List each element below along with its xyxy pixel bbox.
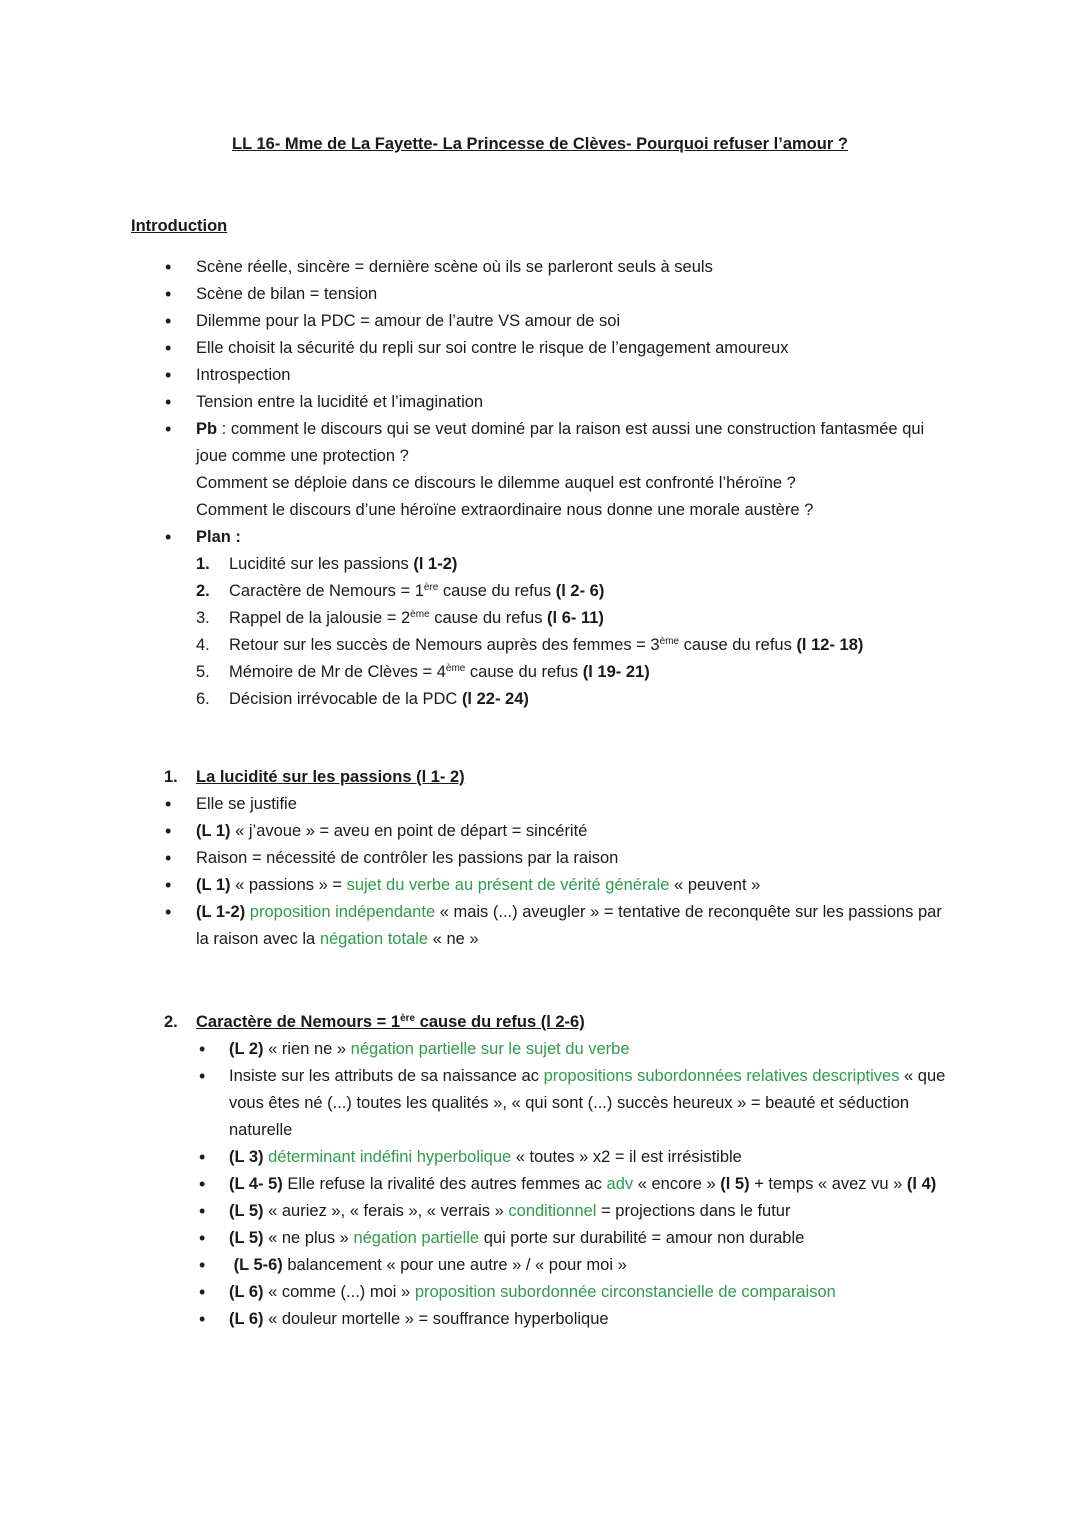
pb-question-2: Comment se déploie dans ce discours le dilemme auquel est confronté l’héroïne ? <box>196 474 796 492</box>
plan-text: Lucidité sur les passions <box>229 555 414 573</box>
plan-number: 6. <box>196 690 210 708</box>
plan-sup: ème <box>445 663 466 674</box>
plan-text: Mémoire de Mr de Clèves = 4 <box>229 663 446 681</box>
section-2-bullet-list <box>229 1036 959 1333</box>
line-ref: (l 5) <box>720 1175 750 1193</box>
list-item <box>196 899 956 953</box>
pb-question-3: Comment le discours d’une héroïne extraordinaire nous donne une morale austère ? <box>196 501 814 519</box>
plan-text: Rappel de la jalousie = 2 <box>229 609 411 627</box>
plan-number: 3. <box>196 609 210 627</box>
item-text: « rien ne » <box>263 1040 351 1058</box>
plan-text: Décision irrévocable de la PDC <box>229 690 462 708</box>
item-text: Insiste sur les attributs de sa naissance ac <box>229 1067 544 1085</box>
list-item: • Dilemme pour la PDC = amour de l’autre VS amour de soi <box>196 308 956 335</box>
plan-sup: ème <box>659 636 680 647</box>
item-text: « j’avoue » = aveu en point de départ = sincérité <box>230 822 588 840</box>
plan-entry-6 <box>196 686 956 713</box>
item-text: = projections dans le futur <box>596 1202 791 1220</box>
plan-entry-2 <box>196 578 956 605</box>
plan-entry-5 <box>196 659 956 686</box>
section-title-sup: ère <box>400 1013 416 1024</box>
plan-entry-3 <box>196 605 956 632</box>
line-ref: (L 1) <box>196 876 231 894</box>
plan-ref: (l 6- 11) <box>547 609 604 627</box>
grammar-term: proposition indépendante <box>249 903 436 921</box>
section-title: La lucidité sur les passions (l 1- 2) <box>196 768 465 786</box>
list-item <box>196 818 956 845</box>
plan-ref: (l 12- 18) <box>796 636 864 654</box>
line-ref: (L 2) <box>229 1040 264 1058</box>
line-ref: (L 1-2) <box>196 903 246 921</box>
list-item <box>229 1036 959 1063</box>
list-item: • Elle choisit la sécurité du repli sur soi contre le risque de l’engagement amoureux <box>196 335 956 362</box>
plan-sup: ème <box>410 609 430 620</box>
line-ref: (L 6) <box>229 1283 264 1301</box>
item-text: « mais (...) aveugler » = tentative de reconquête sur les passions par la raison avec la <box>196 903 942 948</box>
list-item <box>229 1252 959 1279</box>
section-title-part: cause du refus (l 2-6) <box>415 1013 585 1031</box>
line-ref: (L 5) <box>229 1229 264 1247</box>
section-2-heading <box>164 1009 585 1036</box>
plan-list <box>196 551 956 713</box>
document-title: LL 16- Mme de La Fayette- La Princesse de Clèves- Pourquoi refuser l’amour ? <box>232 135 848 153</box>
grammar-term: conditionnel <box>508 1202 597 1220</box>
list-item: • Raison = nécessité de contrôler les passions par la raison <box>196 845 956 872</box>
section-title <box>196 1013 585 1031</box>
grammar-term: adv <box>606 1175 634 1193</box>
section-1-bullet-list <box>196 791 956 953</box>
item-text: « ne » <box>428 930 479 948</box>
line-ref: (L 3) <box>229 1148 264 1166</box>
grammar-term: déterminant indéfini hyperbolique <box>268 1148 512 1166</box>
section-number: 2. <box>164 1013 178 1031</box>
plan-ref: (l 2- 6) <box>555 582 605 600</box>
plan-number: 5. <box>196 663 210 681</box>
plan-item <box>196 524 956 713</box>
problematic-item <box>196 416 956 524</box>
list-item <box>196 872 956 899</box>
item-text: « douleur mortelle » = souffrance hyperbolique <box>263 1310 609 1328</box>
plan-number: 2. <box>196 582 210 600</box>
section-title-part: Caractère de Nemours = 1 <box>196 1013 401 1031</box>
list-item <box>229 1171 959 1198</box>
item-text: Elle refuse la rivalité des autres femmes ac <box>282 1175 607 1193</box>
grammar-term: sujet du verbe au présent de vérité générale <box>346 876 670 894</box>
item-text: « ne plus » <box>263 1229 354 1247</box>
list-item: • Introspection <box>196 362 956 389</box>
plan-text: cause du refus <box>438 582 556 600</box>
plan-ref: (l 22- 24) <box>461 690 529 708</box>
plan-text: Caractère de Nemours = 1 <box>229 582 424 600</box>
introduction-heading: Introduction <box>131 217 228 235</box>
line-ref: (L 4- 5) <box>229 1175 283 1193</box>
pb-text: : comment le discours qui se veut dominé par la raison est aussi une construction fantasmée qui joue comme une protection ? <box>196 420 925 465</box>
plan-sup: ère <box>423 582 439 593</box>
plan-text: cause du refus <box>429 609 548 627</box>
list-item <box>229 1279 959 1306</box>
plan-text: cause du refus <box>465 663 583 681</box>
plan-text: Retour sur les succès de Nemours auprès des femmes = 3 <box>229 636 660 654</box>
line-ref: (L 6) <box>229 1310 264 1328</box>
plan-entry-4 <box>196 632 956 659</box>
line-ref: (l 4) <box>906 1175 937 1193</box>
item-text: qui porte sur durabilité = amour non durable <box>479 1229 805 1247</box>
plan-entry-1 <box>196 551 956 578</box>
line-ref: (L 5-6) <box>233 1256 283 1274</box>
section-number: 1. <box>164 768 178 786</box>
plan-number: 4. <box>196 636 210 654</box>
introduction-bullet-list <box>196 254 956 713</box>
grammar-term: proposition subordonnée circonstancielle de comparaison <box>414 1283 836 1301</box>
grammar-term: négation totale <box>319 930 429 948</box>
line-ref: (L 5) <box>229 1202 264 1220</box>
list-item: • Scène de bilan = tension <box>196 281 956 308</box>
section-1-heading <box>164 764 465 791</box>
grammar-term: négation partielle sur le sujet du verbe <box>350 1040 630 1058</box>
list-item: • Tension entre la lucidité et l’imagination <box>196 389 956 416</box>
pb-label: Pb <box>196 420 218 438</box>
plan-number: 1. <box>196 555 210 573</box>
line-ref: (L 1) <box>196 822 231 840</box>
item-text: « auriez », « ferais », « verrais » <box>263 1202 509 1220</box>
plan-label: Plan : <box>196 528 241 546</box>
item-text: « que vous êtes né (...) toutes les qualités », « qui sont (...) succès heureux » = beauté et séduction naturelle <box>229 1067 946 1139</box>
list-item <box>229 1306 959 1333</box>
plan-ref: (l 19- 21) <box>582 663 650 681</box>
list-item: • Elle se justifie <box>196 791 956 818</box>
plan-text: cause du refus <box>679 636 797 654</box>
item-text: « comme (...) moi » <box>263 1283 415 1301</box>
item-text: « passions » = <box>230 876 347 894</box>
plan-ref: (l 1-2) <box>413 555 458 573</box>
item-text: « toutes » x2 = il est irrésistible <box>511 1148 742 1166</box>
item-text: « peuvent » <box>669 876 761 894</box>
grammar-term: propositions subordonnées relatives descriptives <box>543 1067 900 1085</box>
list-item: • Scène réelle, sincère = dernière scène où ils se parleront seuls à seuls <box>196 254 956 281</box>
item-text: + temps « avez vu » <box>749 1175 907 1193</box>
grammar-term: négation partielle <box>353 1229 480 1247</box>
item-text: « encore » <box>633 1175 721 1193</box>
list-item <box>229 1198 959 1225</box>
list-item <box>229 1225 959 1252</box>
list-item <box>229 1144 959 1171</box>
item-text: balancement « pour une autre » / « pour moi » <box>282 1256 627 1274</box>
list-item <box>229 1063 959 1144</box>
